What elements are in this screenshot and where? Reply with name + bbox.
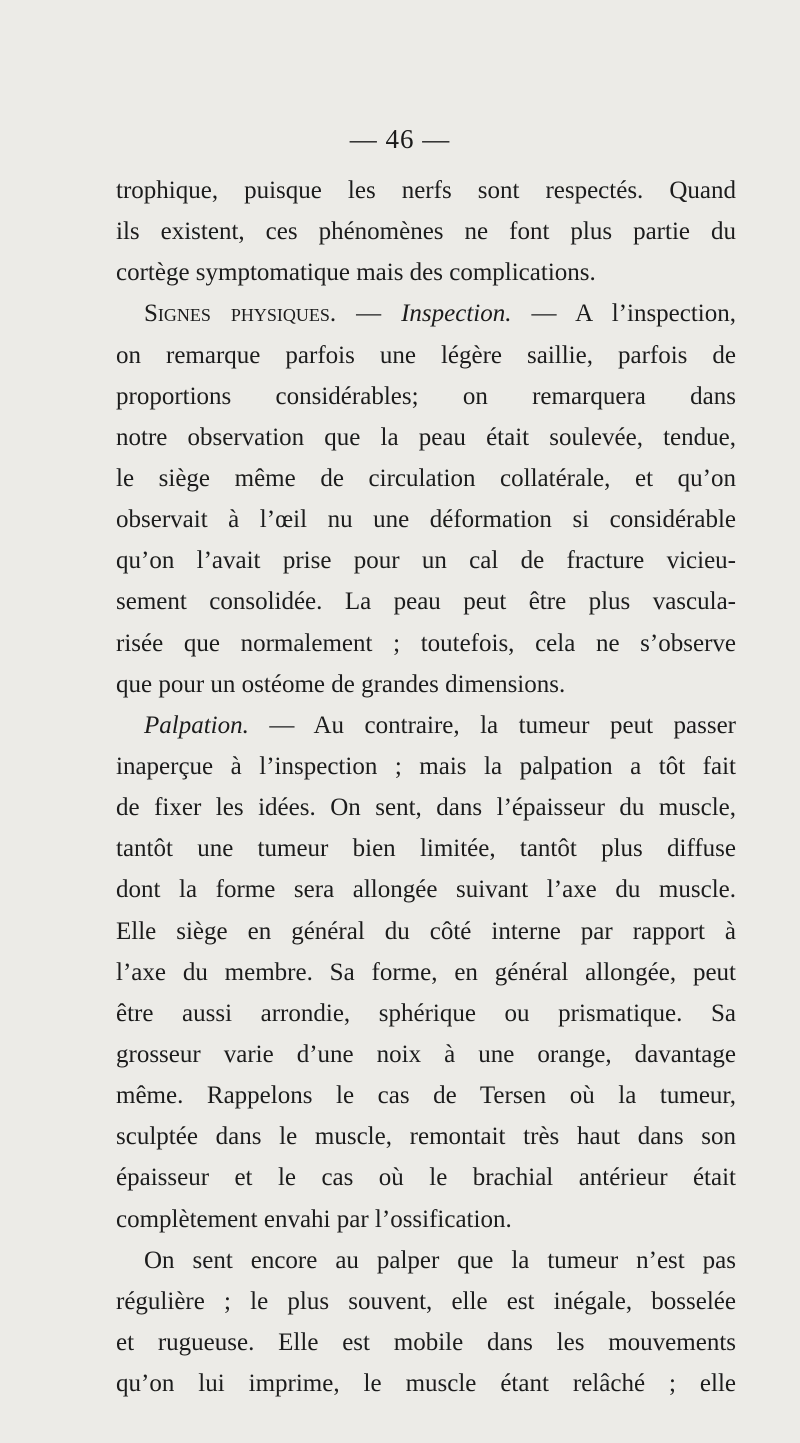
text-line: sculptée dans le muscle, remontait très haut dans son xyxy=(116,1123,736,1151)
text-line: grosseur varie d’une noix à une orange, davantage xyxy=(116,1040,736,1068)
section-heading-line: Signes physiques. — Inspection. — A l’inspection, xyxy=(144,300,737,328)
text-line: risée que normalement ; toutefois, cela ne s’observe xyxy=(116,629,736,657)
text-line: inaperçue à l’inspection ; mais la palpation a tôt fait xyxy=(116,752,736,780)
text-line: observait à l’œil nu une déformation si considérable xyxy=(116,506,736,534)
text-line: épaisseur et le cas où le brachial antérieur était xyxy=(116,1164,736,1192)
text-line: sement consolidée. La peau peut être plus vascula- xyxy=(116,588,736,616)
body-text xyxy=(116,170,736,1404)
text-line: être aussi arrondie, sphérique ou prismatique. Sa xyxy=(116,999,736,1027)
text-line: trophique, puisque les nerfs sont respectés. Quand xyxy=(116,177,736,204)
text-line: complètement envahi par l’ossification. xyxy=(116,1205,512,1233)
text-line: ils existent, ces phénomènes ne font plus partie du xyxy=(116,218,736,246)
text-line: Elle siège en général du côté interne par rapport à xyxy=(116,917,736,945)
text-line: On sent encore au palper que la tumeur n’est pas xyxy=(144,1246,736,1274)
subsection-heading-palpation: Palpation. xyxy=(144,711,249,739)
text-line: qu’on l’avait prise pour un cal de fracture vicieu- xyxy=(116,547,736,575)
text-line: qu’on lui imprime, le muscle étant relâché ; elle xyxy=(116,1370,736,1398)
text-line: l’axe du membre. Sa forme, en général allongée, peut xyxy=(116,958,736,986)
text-line: dont la forme sera allongée suivant l’axe du muscle. xyxy=(116,876,736,904)
text-line: proportions considérables; on remarquera dans xyxy=(116,382,736,410)
text-line: régulière ; le plus souvent, elle est inégale, bosselée xyxy=(116,1287,736,1315)
text-line: tantôt une tumeur bien limitée, tantôt plus diffuse xyxy=(116,835,736,863)
section-heading: Signes physiques. xyxy=(144,300,337,328)
subsection-heading-inspection: Inspection. xyxy=(401,300,512,328)
text-line: même. Rappelons le cas de Tersen où la tumeur, xyxy=(116,1082,736,1110)
text-line: notre observation que la peau était soulevée, tendue, xyxy=(116,423,736,451)
page-number: — 46 — xyxy=(349,124,451,154)
text-line: on remarque parfois une légère saillie, parfois de xyxy=(116,341,736,369)
text-line: le siège même de circulation collatérale, et qu’on xyxy=(116,464,736,492)
text-line: et rugueuse. Elle est mobile dans les mouvements xyxy=(116,1328,736,1356)
subsection-line: Palpation. — Au contraire, la tumeur peut passer xyxy=(144,711,736,739)
text-line: cortège symptomatique mais des complications. xyxy=(116,259,596,287)
text-line: de fixer les idées. On sent, dans l’épaisseur du muscle, xyxy=(116,794,736,822)
text-line: que pour un ostéome de grandes dimensions. xyxy=(116,670,566,698)
